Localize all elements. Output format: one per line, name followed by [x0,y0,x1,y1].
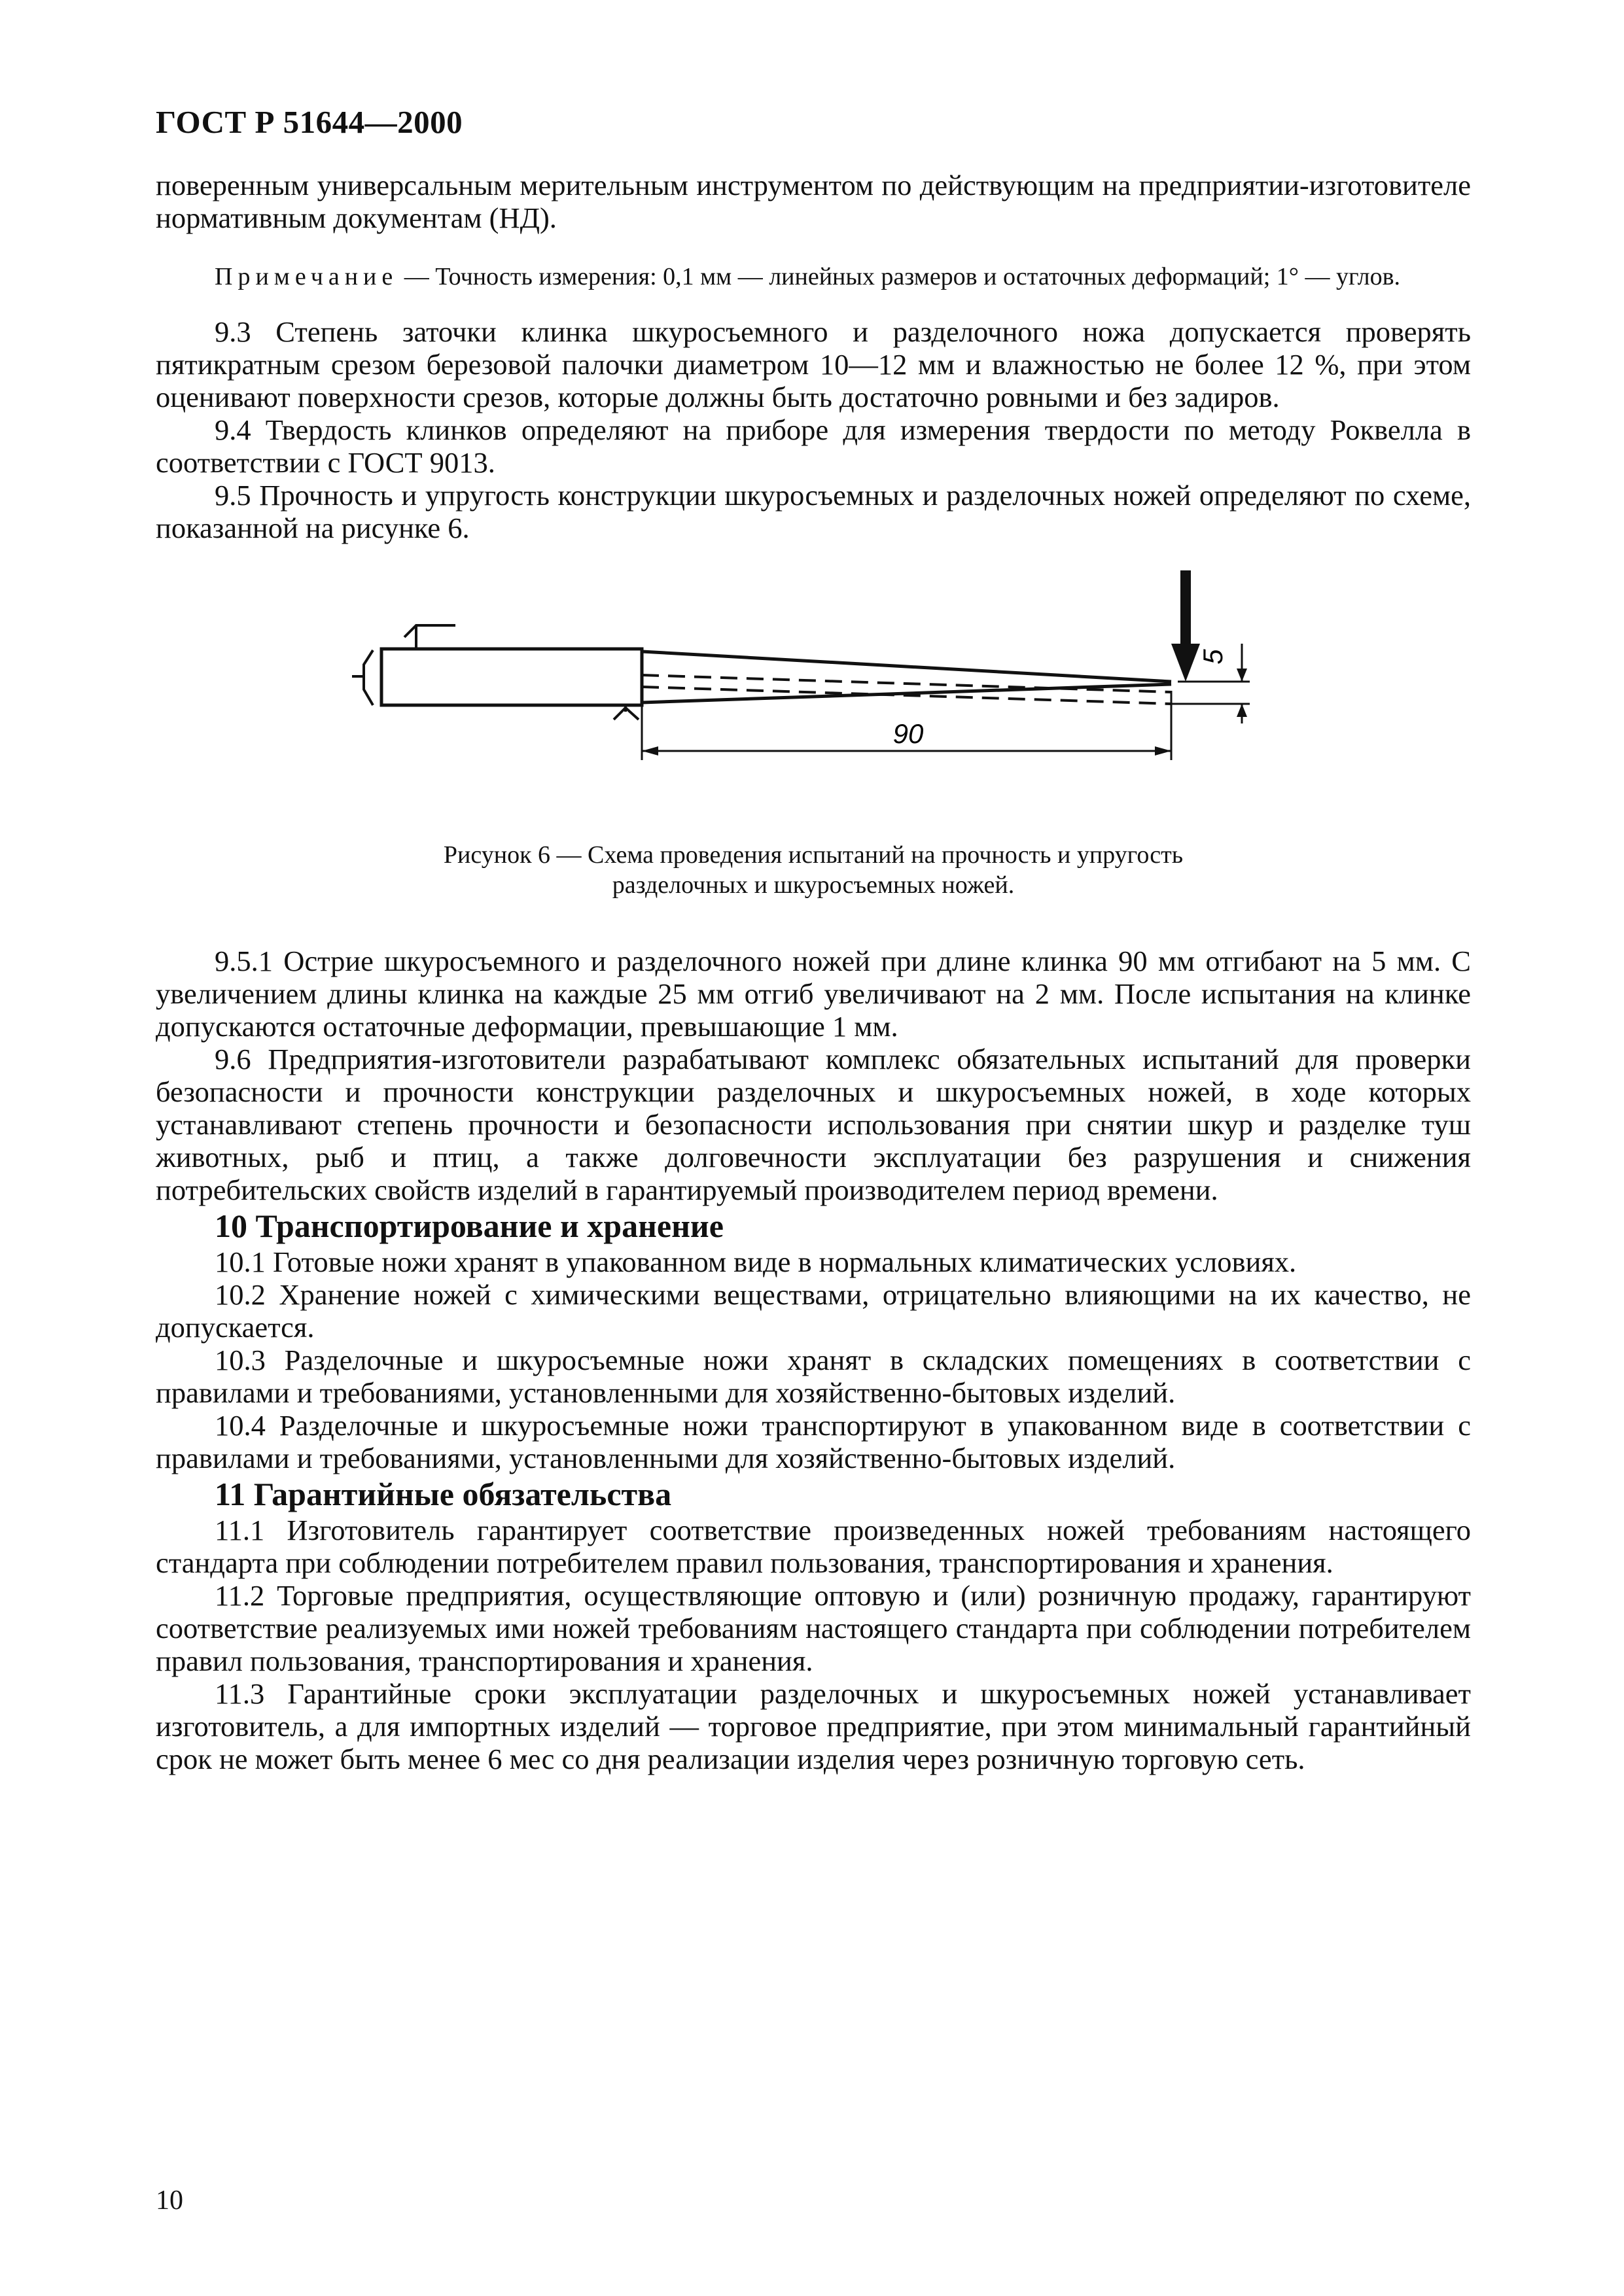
paragraph-10-1: 10.1 Готовые ножи хранят в упакованном виде в нормальных климатических условиях. [215,1245,1297,1278]
paragraph-10-2: 10.2 Хранение ножей с химическими веществами, отрицательно влияющими на их качество, не допускается. [156,1278,1471,1344]
blade-edge-bottom [642,684,1171,703]
test-scheme-diagram [156,552,1471,840]
paragraph-intro: поверенным универсальным мерительным инструментом по действующим на предприятии-изготовителе нормативным документам (НД). [156,169,1471,234]
section-10-title: 10 Транспортирование и хранение [215,1208,724,1244]
paragraph-9-6: 9.6 Предприятия-изготовители разрабатывают комплекс обязательных испытаний для проверки безопасности и прочности конструкции разделочных и шкуросъемных ножей, в ходе которых устанавливают степень прочности и безопасности использования при снятии шкур и разделке туш животных, рыб и птиц, а также долговечности эксплуатации без разрушения и снижения потребительских свойств изделий в гарантируемый производителем период времени. [156,1043,1471,1206]
paragraph-9-3: 9.3 Степень заточки клинка шкуросъемного и разделочного ножа допускается проверять пятикратным срезом березовой палочки диаметром 10—12 мм и влажностью не более 12 %, при этом оценивают поверхности срезов, которые должны быть достаточно ровными и без задиров. [156,315,1471,413]
caption-line-1: Рисунок 6 — Схема проведения испытаний на прочность и упругость [443,841,1184,869]
paragraph-9-4: 9.4 Твердость клинков определяют на приборе для измерения твердости по методу Роквелла в соответствии с ГОСТ 9013. [156,413,1471,479]
paragraph-9-5-1: 9.5.1 Острие шкуросъемного и разделочного ножей при длине клинка 90 мм отгибают на 5 мм. С увеличением длины клинка на каждые 25 мм отгиб увеличивают на 2 мм. После испытания на клинке допускаются остаточные деформации, превышающие 1 мм. [156,945,1471,1043]
section-11-title: 11 Гарантийные обязательства [215,1476,672,1512]
paragraph-9-5: 9.5 Прочность и упругость конструкции шкуросъемных и разделочных ножей определяют по схеме, показанной на рисунке 6. [156,479,1471,544]
note [156,262,1471,292]
dim-arrow-deflection-bottom [1237,704,1247,717]
caption-line-2: разделочных и шкуросъемных ножей. [612,871,1015,899]
dim-label-deflection: 5 [1197,649,1228,665]
figure-caption [156,840,1471,900]
page-header: ГОСТ Р 51644—2000 [156,104,463,140]
note-text: — Точность измерения: 0,1 мм — линейных размеров и остаточных деформаций; 1° — углов. [398,263,1401,290]
dim-label-length: 90 [892,718,924,749]
paragraph-11-2: 11.2 Торговые предприятия, осуществляющие оптовую и (или) розничную продажу, гарантируют соответствие реализуемых ими ножей требованиям настоящего стандарта при соблюдении потребителем правил пользования, транспортирования и хранения. [156,1579,1471,1677]
page-number: 10 [156,2185,183,2216]
note-label: Примечание [215,263,398,290]
clamp-symbol-left [364,650,373,705]
paragraph-11-1: 11.1 Изготовитель гарантирует соответствие произведенных ножей требованиям настоящего стандарта при соблюдении потребителем правил пользования, транспортирования и хранения. [156,1514,1471,1579]
paragraph-10-3: 10.3 Разделочные и шкуросъемные ножи хранят в складских помещениях в соответствии с правилами и требованиями, установленными для хозяйственно-бытовых изделий. [156,1344,1471,1409]
paragraph-11-3: 11.3 Гарантийные сроки эксплуатации разделочных и шкуросъемных ножей устанавливает изготовитель, а для импортных изделий — торговое предприятие, при этом минимальный гарантийный срок не может быть менее 6 мес со дня реализации изделия через розничную торговую сеть. [156,1677,1471,1775]
dim-arrow-deflection-top [1237,669,1247,682]
dim-arrow-length-right [1155,746,1171,756]
figure-6 [156,552,1471,840]
paragraph-10-4: 10.4 Разделочные и шкуросъемные ножи транспортируют в упакованном виде в соответствии с правилами и требованиями, установленными для хозяйственно-бытовых изделий. [156,1409,1471,1474]
page-content [156,169,1471,1775]
dim-arrow-length-left [642,746,658,756]
load-arrow-head [1171,644,1200,682]
knife-handle [381,649,642,705]
clamp-symbol-top [404,625,455,637]
